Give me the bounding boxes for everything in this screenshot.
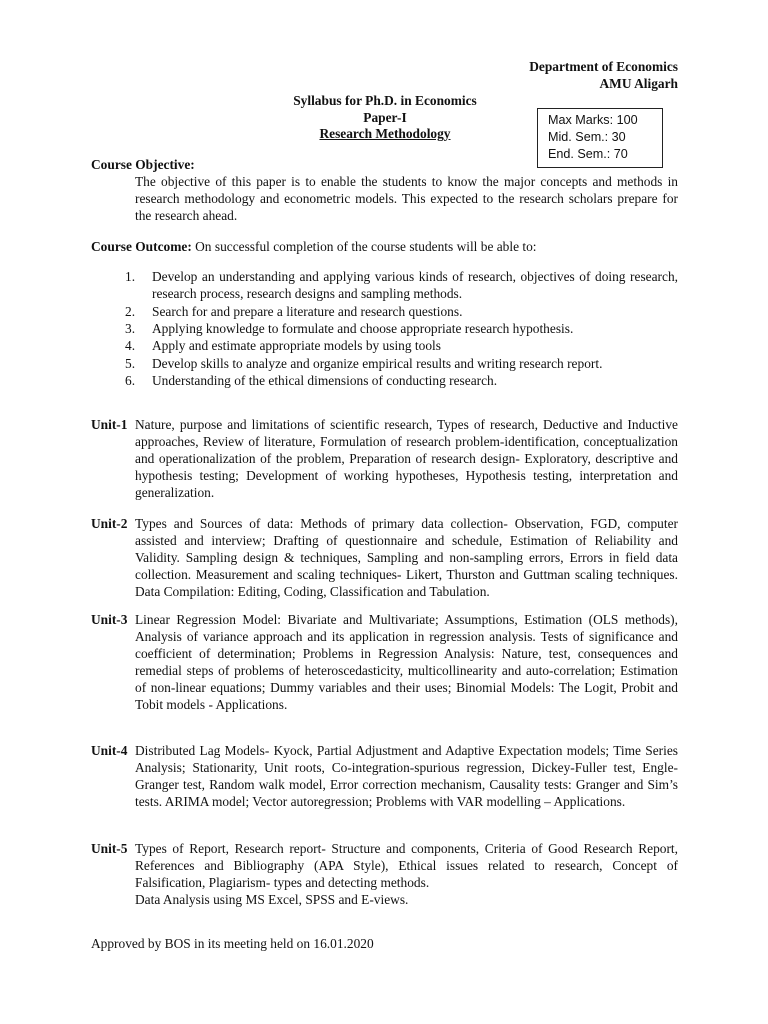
unit-label: Unit-5 — [91, 841, 128, 856]
course-outcome-intro: On successful completion of the course students will be able to: — [195, 239, 537, 254]
unit-label: Unit-4 — [91, 743, 128, 758]
list-item-number: 6. — [125, 373, 136, 388]
list-item-number: 1. — [125, 269, 136, 284]
unit-2 — [91, 516, 678, 601]
list-item-number: 5. — [125, 356, 136, 371]
list-item-text: Apply and estimate appropriate models by using tools — [152, 338, 441, 353]
approval-note: Approved by BOS in its meeting held on 16.01.2020 — [91, 936, 374, 951]
list-item-number: 2. — [125, 304, 136, 319]
unit-extra-text: Data Analysis using MS Excel, SPSS and E-views. — [135, 891, 409, 907]
list-item-number: 4. — [125, 338, 136, 353]
list-item-text: Develop skills to analyze and organize empirical results and writing research report. — [152, 356, 603, 371]
unit-label: Unit-1 — [91, 417, 128, 432]
unit-4 — [91, 743, 678, 811]
course-objective-text: The objective of this paper is to enable the students to know the major concepts and methods in research methodology and econometric models. This expected to the research scholars prepare for the research ahead. — [135, 174, 678, 223]
unit-1 — [91, 417, 678, 502]
unit-5 — [91, 841, 678, 909]
list-item — [125, 304, 678, 321]
subject-title-text: Research Methodology — [319, 126, 451, 141]
list-item-text: Develop an understanding and applying various kinds of research, objectives of doing research, research process, research designs and sampling methods. — [152, 269, 678, 301]
list-item-text: Understanding of the ethical dimensions of conducting research. — [152, 373, 498, 388]
unit-label: Unit-2 — [91, 516, 128, 531]
subject-title — [230, 126, 540, 143]
end-sem-marks: End. Sem.: 70 — [548, 147, 628, 161]
list-item — [125, 373, 678, 390]
syllabus-title: Syllabus for Ph.D. in Economics — [293, 93, 477, 108]
unit-text: Types and Sources of data: Methods of primary data collection- Observation, FGD, computer assisted and interview; Drafting of questionnaire and schedule, Estimation of Reliability and Validity. Sampling design & techniques, Sampling and non-sampling errors, Errors in field data collection. Measurement and scaling techniques- Likert, Thurston and Guttman scaling techniques. Data Compilation: Editing, Coding, Classification and Tabulation. — [135, 516, 678, 599]
marks-box — [537, 108, 663, 168]
list-item-number: 3. — [125, 321, 136, 336]
list-item-text: Applying knowledge to formulate and choose appropriate research hypothesis. — [152, 321, 574, 336]
unit-text: Types of Report, Research report- Structure and components, Criteria of Good Research Report, References and Bibliography (APA Style), Ethical issues related to research, Concept of Falsification, Plagiarism- types and detecting methods. — [135, 841, 678, 890]
course-outcome-heading: Course Outcome: — [91, 239, 192, 254]
list-item-text: Search for and prepare a literature and research questions. — [152, 304, 463, 319]
course-outcome-line — [91, 239, 691, 256]
list-item — [125, 356, 678, 373]
list-item — [125, 321, 678, 338]
unit-text: Linear Regression Model: Bivariate and Multivariate; Assumptions, Estimation (OLS methods), Analysis of variance approach and its application in regression analysis. Tests of significance and coefficient of determination; Problems in Regression Analysis: Nature, test, consequences and remedial steps of problems of heteroscedasticity, multicollinearity and auto-correlation; Estimation of non-linear equations; Dummy variables and their uses; Binomial Models: The Logit, Probit and Tobit models - Applications. — [135, 612, 678, 712]
unit-text: Nature, purpose and limitations of scientific research, Types of research, Deductive and Inductive approaches, Review of literature, Formulation of research problem-identification, conceptualization and operationalization of the problem, Preparation of research design- Exploratory, descriptive and hypothesis testing; Development of working hypotheses, Hypothesis testing, interpretation and generalization. — [135, 417, 678, 500]
mid-sem-marks: Mid. Sem.: 30 — [548, 130, 626, 144]
department-name: Department of Economics — [529, 59, 678, 74]
university-name: AMU Aligarh — [599, 76, 678, 91]
max-marks: Max Marks: 100 — [548, 113, 638, 127]
unit-text: Distributed Lag Models- Kyock, Partial Adjustment and Adaptive Expectation models; Time Series Analysis; Stationarity, Unit roots, Co-integration-spurious regression, Dickey-Fuller test, Engle-Granger test, Random walk model, Error correction mechanism, Causality tests: Granger and Sim’s tests. ARIMA model; Vector autoregression; Problems with VAR modelling – Applications. — [135, 743, 678, 809]
unit-label: Unit-3 — [91, 612, 128, 627]
list-item — [125, 338, 678, 355]
unit-3 — [91, 612, 678, 713]
course-objective-heading: Course Objective: — [91, 157, 195, 172]
paper-number: Paper-I — [363, 110, 407, 125]
list-item — [125, 269, 678, 303]
